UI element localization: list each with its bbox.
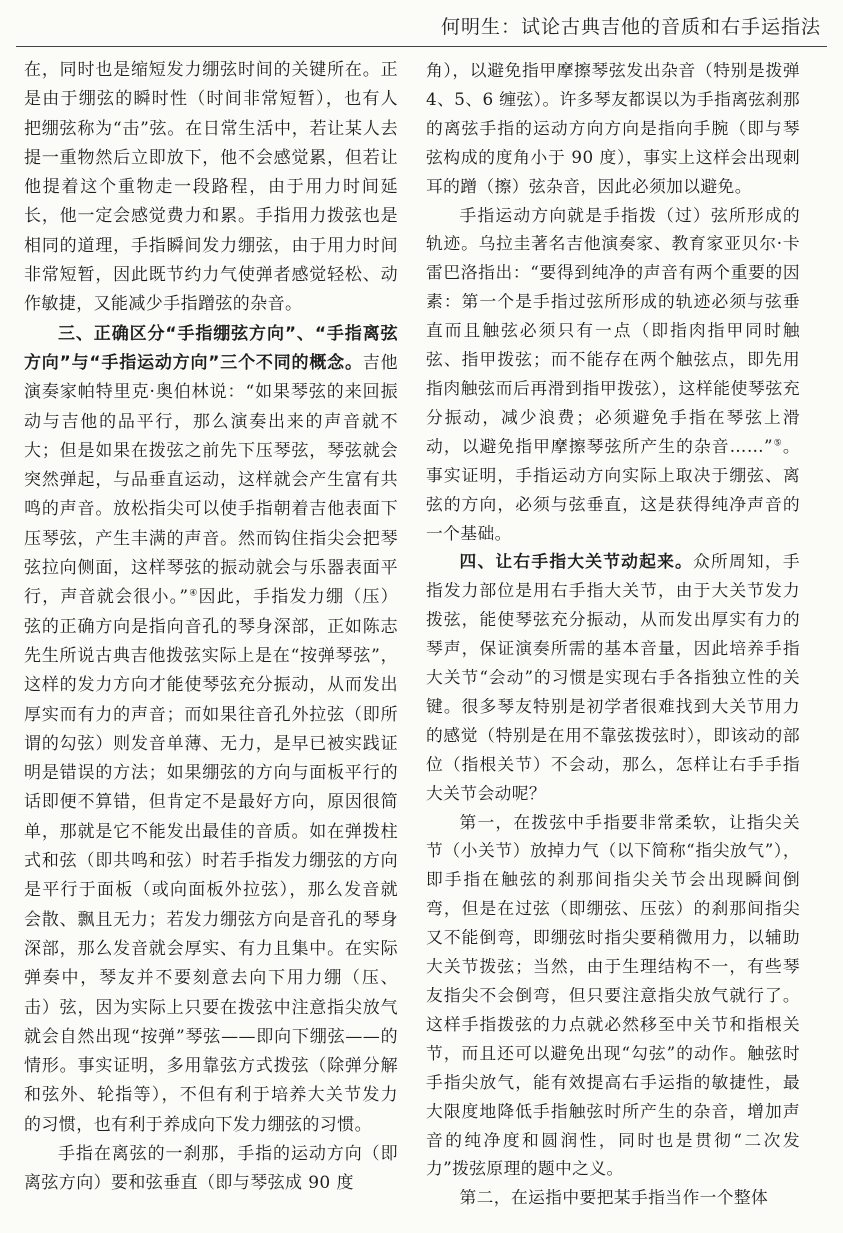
- section-three: [24, 320, 398, 1140]
- paragraph-motion-direction: [426, 201, 800, 548]
- left-column: [24, 56, 398, 1199]
- footnote-marker-4: ④: [188, 588, 199, 599]
- running-header: [0, 0, 843, 56]
- section-four: [426, 547, 800, 807]
- paragraph-second-point: 第二，在运指中要把某手指当作一个整体: [459, 1187, 769, 1208]
- section-three-body-a: 吉他演奏家帕特里克·奥伯林说：“如果琴弦的来回振动与吉他的品平行，那么演奏出来的声音就不大；但是如果在拨弦之前先下压琴弦，琴弦就会突然弹起，与品垂直运动，这样就会产生富有共鸣的声音。放松指尖可以使手指朝着吉他表面下压琴弦，产生丰满的声音。然而钩住指尖会把琴弦拉向侧面，这样琴弦的振动就会与乐器表面平行，声音就会很小。”: [24, 352, 398, 608]
- paragraph-continued-right: 角），以避免指甲摩擦琴弦发出杂音（特别是拨弹 4、5、6 缠弦）。许多琴友都误以为手指离弦刹那的离弦手指的运动方向方向是指向手腕（即与琴弦构成的度角小于 90 度），事实上这样会出现刺耳的蹭（擦）弦杂音，因此必须加以避免。: [426, 60, 800, 196]
- paragraph-continued: 在，同时也是缩短发力绷弦时间的关键所在。正是由于绷弦的瞬时性（时间非常短暂），也有人把绷弦称为“击”弦。在日常生活中，若让某人去提一重物然后立即放下，他不会感觉累，但若让他提着这个重物走一段路程，由于用力时间延长，他一定会感觉费力和累。手指用力拨弦也是相同的道理，手指瞬间发力绷弦，由于用力时间非常短暂，因此既节约力气使弹者感觉轻松、动作敏捷，又能减少手指蹭弦的杂音。: [24, 60, 398, 315]
- section-four-body: 众所周知，手指发力部位是用右手指大关节，由于大关节发力拨弦，能使琴弦充分振动，从而发出厚实有力的琴声，保证演奏所需的基本音量，因此培养手指大关节“会动”的习惯是实现右手各指独立性的关键。很多琴友特别是初学者很难找到大关节用力的感觉（特别是在用不靠弦拨弦时），即该动的部位（指根关节）不会动，那么，怎样让右手手指大关节会动呢？: [426, 551, 800, 803]
- section-three-heading: 三、正确区分“手指绷弦方向”、“手指离弦方向”与“手指运动方向”三个不同的概念。: [24, 323, 398, 373]
- section-four-heading: 四、让右手指大关节动起来。: [459, 551, 694, 572]
- section-three-body-b: 因此，手指发力绷（压）弦的正确方向是指向音孔的琴身深部，正如陈志先生所说古典吉他拨弦实际上是在“按弹琴弦”，这样的发力方向才能使琴弦充分振动，从而发出厚实而有力的声音；而如果往音孔外拉弦（即所谓的勾弦）则发音单薄、无力，是早已被实践证明是错误的方法；如果绷弦的方向与面板平行的话即便不算错，但肯定不是最好方向，原因很简单，那就是它不能发出最佳的音质。如在弹拨柱式和弦（即共鸣和弦）时若手指发力绷弦的方向是平行于面板（或向面板外拉弦），那么发音就会散、飘且无力；若发力绷弦方向是音孔的琴身深部，那么发音就会厚实、有力且集中。在实际弹奏中，琴友并不要刻意去向下用力绷（压、击）弦，因为实际上只要在拨弦中注意指尖放气就会自然出现“按弹”琴弦——即向下绷弦——的情形。事实证明，多用靠弦方式拨弦（除弹分解和弦外、轮指等），不但有利于培养大关节发力的习惯，也有利于养成向下发力绷弦的习惯。: [24, 587, 399, 1135]
- footnote-marker-5: ⑤: [772, 438, 783, 449]
- paragraph-first-point: 第一，在拨弦中手指要非常柔软，让指尖关节（小关节）放掉力气（以下简称“指尖放气”），即手指在触弦的刹那间指尖关节会出现瞬间倒弯，但是在过弦（即绷弦、压弦）的刹那间指尖又不能倒弯，即绷弦时指尖要稍微用力，以辅助大关节拨弦；当然，由于生理结构不一，有些琴友指尖不会倒弯，但只要注意指尖放气就行了。这样手指拨弦的力点就必然移至中关节和指根关节，而且还可以避免出现“勾弦”的动作。触弦时手指尖放气，能有效提高右手运指的敏捷性，最大限度地降低手指触弦时所产生的杂音，增加声音的纯净度和圆润性，同时也是贯彻“二次发力”拨弦原理的题中之义。: [426, 811, 800, 1179]
- running-header-title: 何明生：试论古典吉他的音质和右手运指法: [440, 16, 821, 38]
- paragraph-release-direction: 手指在离弦的一刹那，手指的运动方向（即离弦方向）要和弦垂直（即与琴弦成 90 度: [24, 1143, 398, 1194]
- header-rule: [16, 46, 827, 47]
- right-column: [426, 56, 800, 1212]
- motion-direction-text-a: 手指运动方向就是手指拨（过）弦所形成的轨迹。乌拉圭著名吉他演奏家、教育家亚贝尔·卡雷巴洛指出：“要得到纯净的声音有两个重要的因素：第一个是手指过弦所形成的轨迹必须与弦垂直而且触弦必须只有一点（即指肉指甲同时触弦、指甲拨弦；而不能存在两个触弦点，即先用指肉触弦而后再滑到指甲拨弦），这样能使琴弦充分振动，减少浪费；必须避免手指在琴弦上滑动，以避免指甲摩擦琴弦所产生的杂音……”: [426, 204, 800, 456]
- motion-direction-text-b: 。事实证明，手指运动方向实际上取决于绷弦、离弦的方向，必须与弦垂直，这是获得纯净声音的一个基础。: [426, 435, 800, 543]
